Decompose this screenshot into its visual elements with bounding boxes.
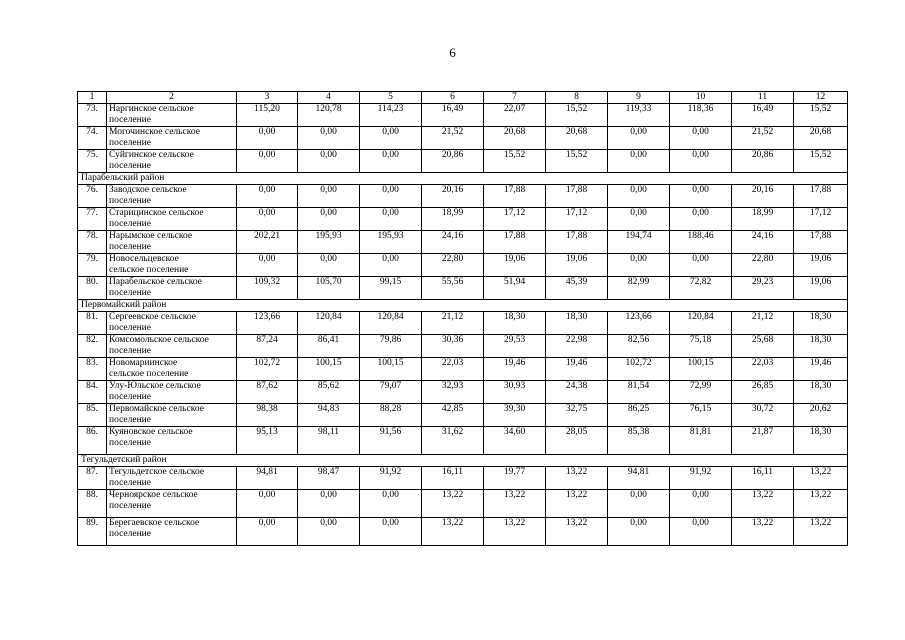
value-cell: 13,22 — [546, 467, 608, 490]
value-cell: 94,83 — [298, 404, 360, 427]
settlement-name-line: Улу-Юльское сельское — [109, 381, 201, 391]
table-row — [78, 127, 848, 150]
value-cell: 22,03 — [422, 358, 484, 381]
value-cell: 20,86 — [732, 150, 794, 173]
value-cell: 55,56 — [422, 277, 484, 300]
row-number: 74. — [78, 127, 107, 150]
row-number: 73. — [78, 104, 107, 127]
value-cell: 13,22 — [546, 490, 608, 518]
value-cell: 188,46 — [670, 231, 732, 254]
table-row — [78, 277, 848, 300]
value-cell: 0,00 — [608, 208, 670, 231]
value-cell: 91,92 — [360, 467, 422, 490]
column-header: 8 — [546, 92, 608, 104]
value-cell: 79,86 — [360, 335, 422, 358]
settlement-name-line: Новомариинское — [109, 358, 178, 368]
value-cell: 82,56 — [608, 335, 670, 358]
value-cell: 87,62 — [237, 381, 298, 404]
value-cell: 0,00 — [298, 518, 360, 546]
value-cell: 51,94 — [484, 277, 546, 300]
value-cell: 21,87 — [732, 427, 794, 455]
table-body — [78, 92, 848, 546]
row-number: 76. — [78, 185, 107, 208]
settlement-name — [107, 231, 237, 254]
row-number: 77. — [78, 208, 107, 231]
column-header: 2 — [107, 92, 237, 104]
value-cell: 19,46 — [546, 358, 608, 381]
settlement-name-line: Парабельское сельское — [109, 277, 202, 287]
section-row — [78, 455, 848, 467]
settlement-name-line: поселение — [109, 501, 151, 511]
value-cell: 20,68 — [546, 127, 608, 150]
settlement-name-line: поселение — [109, 242, 151, 252]
value-cell: 30,72 — [732, 404, 794, 427]
value-cell: 17,88 — [794, 231, 848, 254]
column-header: 6 — [422, 92, 484, 104]
value-cell: 85,62 — [298, 381, 360, 404]
settlement-name-line: Берегаевское сельское — [109, 518, 200, 528]
value-cell: 120,84 — [360, 312, 422, 335]
settlement-name-line: Старицинское сельское — [109, 208, 204, 218]
value-cell: 120,84 — [298, 312, 360, 335]
value-cell: 13,22 — [484, 518, 546, 546]
value-cell: 20,86 — [422, 150, 484, 173]
column-header: 5 — [360, 92, 422, 104]
settlement-name-line: Заводское сельское — [109, 185, 187, 195]
value-cell: 91,56 — [360, 427, 422, 455]
settlement-name-line: Первомайское сельское — [109, 404, 204, 414]
settlement-name-line: поселение — [109, 415, 151, 425]
value-cell: 16,11 — [422, 467, 484, 490]
settlement-name-line: Наргинское сельское — [109, 104, 194, 114]
page-number: 6 — [449, 45, 456, 60]
value-cell: 17,12 — [484, 208, 546, 231]
value-cell: 19,06 — [794, 254, 848, 277]
value-cell: 0,00 — [237, 150, 298, 173]
settlement-name — [107, 358, 237, 381]
value-cell: 18,99 — [732, 208, 794, 231]
value-cell: 20,16 — [732, 185, 794, 208]
settlement-name-line: Сергеевское сельское — [109, 312, 196, 322]
data-table — [77, 91, 848, 546]
value-cell: 17,88 — [794, 185, 848, 208]
settlement-name-line: поселение — [109, 219, 151, 229]
settlement-name — [107, 127, 237, 150]
value-cell: 0,00 — [670, 150, 732, 173]
value-cell: 32,93 — [422, 381, 484, 404]
value-cell: 109,32 — [237, 277, 298, 300]
value-cell: 21,52 — [732, 127, 794, 150]
column-header: 9 — [608, 92, 670, 104]
value-cell: 13,22 — [422, 490, 484, 518]
settlement-name-line: поселение — [109, 392, 151, 402]
row-number: 80. — [78, 277, 107, 300]
value-cell: 0,00 — [360, 490, 422, 518]
value-cell: 81,54 — [608, 381, 670, 404]
value-cell: 0,00 — [670, 518, 732, 546]
table-row — [78, 404, 848, 427]
value-cell: 0,00 — [360, 185, 422, 208]
settlement-name — [107, 185, 237, 208]
value-cell: 22,80 — [422, 254, 484, 277]
table-row — [78, 358, 848, 381]
column-header: 10 — [670, 92, 732, 104]
value-cell: 95,13 — [237, 427, 298, 455]
value-cell: 0,00 — [608, 254, 670, 277]
value-cell: 100,15 — [298, 358, 360, 381]
table-row — [78, 467, 848, 490]
value-cell: 24,38 — [546, 381, 608, 404]
column-header: 7 — [484, 92, 546, 104]
settlement-name-line: Тегульдетское сельское — [109, 467, 205, 477]
value-cell: 0,00 — [360, 518, 422, 546]
value-cell: 0,00 — [360, 150, 422, 173]
value-cell: 0,00 — [298, 185, 360, 208]
row-number: 75. — [78, 150, 107, 173]
settlement-name — [107, 150, 237, 173]
value-cell: 94,81 — [237, 467, 298, 490]
table-row — [78, 231, 848, 254]
table-row — [78, 518, 848, 546]
value-cell: 0,00 — [670, 208, 732, 231]
value-cell: 76,15 — [670, 404, 732, 427]
value-cell: 29,23 — [732, 277, 794, 300]
value-cell: 19,06 — [794, 277, 848, 300]
value-cell: 123,66 — [608, 312, 670, 335]
value-cell: 0,00 — [298, 127, 360, 150]
settlement-name — [107, 381, 237, 404]
value-cell: 17,12 — [794, 208, 848, 231]
settlement-name-line: поселение — [109, 161, 151, 171]
column-header: 12 — [794, 92, 848, 104]
value-cell: 15,52 — [546, 150, 608, 173]
row-number: 83. — [78, 358, 107, 381]
value-cell: 0,00 — [608, 518, 670, 546]
value-cell: 18,30 — [794, 335, 848, 358]
column-header: 3 — [237, 92, 298, 104]
value-cell: 0,00 — [360, 208, 422, 231]
settlement-name-line: поселение — [109, 196, 151, 206]
value-cell: 31,62 — [422, 427, 484, 455]
settlement-name-line: Комсомольское сельское — [109, 335, 209, 345]
value-cell: 120,78 — [298, 104, 360, 127]
value-cell: 15,52 — [546, 104, 608, 127]
value-cell: 105,70 — [298, 277, 360, 300]
value-cell: 13,22 — [484, 490, 546, 518]
settlement-name — [107, 312, 237, 335]
table-row — [78, 208, 848, 231]
value-cell: 0,00 — [298, 150, 360, 173]
settlement-name — [107, 404, 237, 427]
value-cell: 91,92 — [670, 467, 732, 490]
value-cell: 99,15 — [360, 277, 422, 300]
table-row — [78, 335, 848, 358]
value-cell: 18,30 — [546, 312, 608, 335]
row-number: 78. — [78, 231, 107, 254]
value-cell: 15,52 — [794, 104, 848, 127]
value-cell: 34,60 — [484, 427, 546, 455]
settlement-name-line: Черноярское сельское — [109, 490, 198, 500]
column-header: 1 — [78, 92, 107, 104]
value-cell: 22,80 — [732, 254, 794, 277]
value-cell: 79,07 — [360, 381, 422, 404]
value-cell: 0,00 — [670, 254, 732, 277]
value-cell: 100,15 — [670, 358, 732, 381]
value-cell: 20,62 — [794, 404, 848, 427]
settlement-name-line: сельское поселение — [109, 265, 189, 275]
value-cell: 24,16 — [732, 231, 794, 254]
value-cell: 29,53 — [484, 335, 546, 358]
value-cell: 22,03 — [732, 358, 794, 381]
settlement-name-line: поселение — [109, 346, 151, 356]
value-cell: 18,30 — [794, 312, 848, 335]
value-cell: 119,33 — [608, 104, 670, 127]
value-cell: 19,77 — [484, 467, 546, 490]
value-cell: 0,00 — [670, 490, 732, 518]
table-row — [78, 381, 848, 404]
value-cell: 13,22 — [732, 518, 794, 546]
column-header: 11 — [732, 92, 794, 104]
section-label: Первомайский район — [78, 300, 848, 312]
value-cell: 0,00 — [298, 208, 360, 231]
value-cell: 16,11 — [732, 467, 794, 490]
value-cell: 115,20 — [237, 104, 298, 127]
row-number: 82. — [78, 335, 107, 358]
table-row — [78, 185, 848, 208]
row-number: 84. — [78, 381, 107, 404]
value-cell: 19,06 — [484, 254, 546, 277]
value-cell: 26,85 — [732, 381, 794, 404]
value-cell: 17,88 — [546, 185, 608, 208]
value-cell: 21,52 — [422, 127, 484, 150]
settlement-name-line: поселение — [109, 138, 151, 148]
table-row — [78, 254, 848, 277]
settlement-name-line: сельское поселение — [109, 369, 189, 379]
row-number: 88. — [78, 490, 107, 518]
value-cell: 13,22 — [732, 490, 794, 518]
value-cell: 21,12 — [422, 312, 484, 335]
value-cell: 0,00 — [670, 127, 732, 150]
value-cell: 28,05 — [546, 427, 608, 455]
value-cell: 0,00 — [298, 254, 360, 277]
value-cell: 0,00 — [237, 127, 298, 150]
value-cell: 195,93 — [298, 231, 360, 254]
value-cell: 13,22 — [546, 518, 608, 546]
value-cell: 24,16 — [422, 231, 484, 254]
settlement-name — [107, 490, 237, 518]
table-row — [78, 150, 848, 173]
value-cell: 25,68 — [732, 335, 794, 358]
table-row — [78, 427, 848, 455]
value-cell: 19,06 — [546, 254, 608, 277]
settlement-name-line: Куяновское сельское — [109, 427, 193, 437]
settlement-name-line: Новосельцевское — [109, 254, 179, 264]
settlement-name — [107, 104, 237, 127]
value-cell: 202,21 — [237, 231, 298, 254]
row-number: 87. — [78, 467, 107, 490]
value-cell: 0,00 — [670, 185, 732, 208]
section-row — [78, 300, 848, 312]
value-cell: 18,30 — [484, 312, 546, 335]
value-cell: 22,07 — [484, 104, 546, 127]
settlement-name-line: Суйгинское сельское — [109, 150, 194, 160]
value-cell: 42,85 — [422, 404, 484, 427]
value-cell: 0,00 — [360, 254, 422, 277]
value-cell: 17,88 — [484, 231, 546, 254]
value-cell: 39,30 — [484, 404, 546, 427]
settlement-name — [107, 467, 237, 490]
row-number: 86. — [78, 427, 107, 455]
value-cell: 0,00 — [360, 127, 422, 150]
table-row — [78, 490, 848, 518]
value-cell: 13,22 — [422, 518, 484, 546]
value-cell: 75,18 — [670, 335, 732, 358]
section-label: Парабельский район — [78, 173, 848, 185]
value-cell: 45,39 — [546, 277, 608, 300]
settlement-name — [107, 518, 237, 546]
value-cell: 16,49 — [422, 104, 484, 127]
value-cell: 86,41 — [298, 335, 360, 358]
value-cell: 0,00 — [237, 518, 298, 546]
settlement-name — [107, 277, 237, 300]
section-row — [78, 173, 848, 185]
settlement-name-line: поселение — [109, 323, 151, 333]
section-label: Тегульдетский район — [78, 455, 848, 467]
settlement-name — [107, 254, 237, 277]
value-cell: 87,24 — [237, 335, 298, 358]
row-number: 85. — [78, 404, 107, 427]
row-number: 81. — [78, 312, 107, 335]
value-cell: 98,47 — [298, 467, 360, 490]
settlement-name-line: Нарымское сельское — [109, 231, 193, 241]
value-cell: 21,12 — [732, 312, 794, 335]
value-cell: 0,00 — [237, 254, 298, 277]
value-cell: 0,00 — [608, 185, 670, 208]
value-cell: 0,00 — [237, 208, 298, 231]
value-cell: 19,46 — [484, 358, 546, 381]
value-cell: 17,88 — [546, 231, 608, 254]
value-cell: 20,68 — [794, 127, 848, 150]
value-cell: 100,15 — [360, 358, 422, 381]
value-cell: 114,23 — [360, 104, 422, 127]
value-cell: 82,99 — [608, 277, 670, 300]
value-cell: 102,72 — [608, 358, 670, 381]
settlement-name-line: поселение — [109, 529, 151, 539]
value-cell: 102,72 — [237, 358, 298, 381]
value-cell: 0,00 — [608, 150, 670, 173]
column-header: 4 — [298, 92, 360, 104]
value-cell: 81,81 — [670, 427, 732, 455]
value-cell: 123,66 — [237, 312, 298, 335]
value-cell: 15,52 — [484, 150, 546, 173]
value-cell: 88,28 — [360, 404, 422, 427]
value-cell: 0,00 — [237, 490, 298, 518]
value-cell: 98,11 — [298, 427, 360, 455]
value-cell: 18,30 — [794, 427, 848, 455]
row-number: 89. — [78, 518, 107, 546]
settlement-name-line: поселение — [109, 478, 151, 488]
settlement-name-line: поселение — [109, 438, 151, 448]
value-cell: 86,25 — [608, 404, 670, 427]
value-cell: 13,22 — [794, 518, 848, 546]
settlement-name-line: поселение — [109, 288, 151, 298]
value-cell: 194,74 — [608, 231, 670, 254]
value-cell: 0,00 — [608, 490, 670, 518]
value-cell: 13,22 — [794, 490, 848, 518]
value-cell: 72,99 — [670, 381, 732, 404]
value-cell: 13,22 — [794, 467, 848, 490]
value-cell: 32,75 — [546, 404, 608, 427]
value-cell: 195,93 — [360, 231, 422, 254]
row-number: 79. — [78, 254, 107, 277]
value-cell: 15,52 — [794, 150, 848, 173]
settlement-name-line: поселение — [109, 115, 151, 125]
table-row — [78, 312, 848, 335]
value-cell: 72,82 — [670, 277, 732, 300]
value-cell: 22,98 — [546, 335, 608, 358]
value-cell: 118,36 — [670, 104, 732, 127]
value-cell: 18,30 — [794, 381, 848, 404]
value-cell: 19,46 — [794, 358, 848, 381]
value-cell: 0,00 — [298, 490, 360, 518]
settlement-name-line: Могочинское сельское — [109, 127, 200, 137]
value-cell: 20,68 — [484, 127, 546, 150]
value-cell: 18,99 — [422, 208, 484, 231]
value-cell: 17,88 — [484, 185, 546, 208]
settlement-name — [107, 427, 237, 455]
value-cell: 0,00 — [608, 127, 670, 150]
value-cell: 16,49 — [732, 104, 794, 127]
value-cell: 30,93 — [484, 381, 546, 404]
value-cell: 30,36 — [422, 335, 484, 358]
value-cell: 120,84 — [670, 312, 732, 335]
settlement-name — [107, 208, 237, 231]
value-cell: 85,38 — [608, 427, 670, 455]
value-cell: 98,38 — [237, 404, 298, 427]
value-cell: 20,16 — [422, 185, 484, 208]
value-cell: 94,81 — [608, 467, 670, 490]
header-row — [78, 92, 848, 104]
value-cell: 17,12 — [546, 208, 608, 231]
value-cell: 0,00 — [237, 185, 298, 208]
table-row — [78, 104, 848, 127]
settlement-name — [107, 335, 237, 358]
